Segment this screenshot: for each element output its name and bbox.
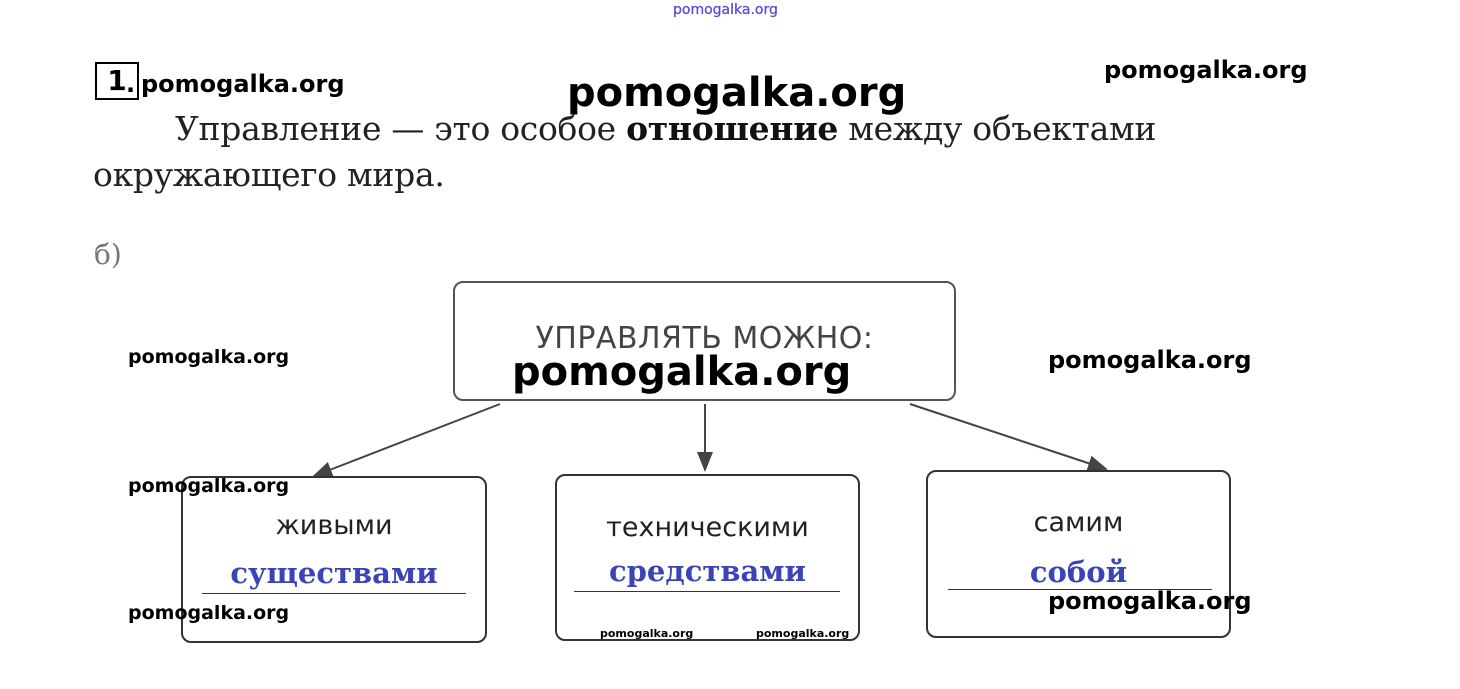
watermark-top: pomogalka.org xyxy=(673,2,778,18)
diagram-root-label: УПРАВЛЯТЬ МОЖНО: xyxy=(535,321,874,356)
task-number: 1 xyxy=(107,64,127,97)
task-number-dot: . xyxy=(126,70,136,98)
watermark-bottom-small-1: pomogalka.org xyxy=(600,627,694,640)
part-label: б) xyxy=(94,238,122,271)
sentence-bold-term: отношение xyxy=(626,109,839,148)
arrow-left xyxy=(314,404,500,476)
sentence-end: между объектами окружающего мира. xyxy=(93,109,1157,194)
watermark-header-right: pomogalka.org xyxy=(1104,56,1308,84)
watermark-diagram-left-1: pomogalka.org xyxy=(128,346,290,368)
answer-line-1 xyxy=(202,593,466,594)
sentence-start: Управление — это особое xyxy=(175,109,627,148)
watermark-header-left: pomogalka.org xyxy=(141,70,345,98)
child-label-3: самим xyxy=(1033,507,1124,538)
watermark-diagram-left-2: pomogalka.org xyxy=(128,475,290,497)
child-answer-3: собой xyxy=(1029,555,1128,589)
child-label-2: техническими xyxy=(606,512,809,543)
watermark-diagram-right-2: pomogalka.org xyxy=(1048,587,1252,615)
answer-line-2 xyxy=(574,591,840,592)
watermark-bottom-small-2: pomogalka.org xyxy=(756,627,850,640)
watermark-diagram-right-1: pomogalka.org xyxy=(1048,346,1252,374)
child-answer-1: существами xyxy=(230,556,438,590)
diagram-child-box-2 xyxy=(555,474,860,641)
child-label-1: живыми xyxy=(275,510,393,541)
watermark-header-center: pomogalka.org xyxy=(567,70,907,116)
arrow-right xyxy=(910,404,1106,469)
watermark-diagram-center: pomogalka.org xyxy=(512,349,852,395)
child-answer-2: средствами xyxy=(609,554,806,588)
watermark-diagram-left-3: pomogalka.org xyxy=(128,602,290,624)
